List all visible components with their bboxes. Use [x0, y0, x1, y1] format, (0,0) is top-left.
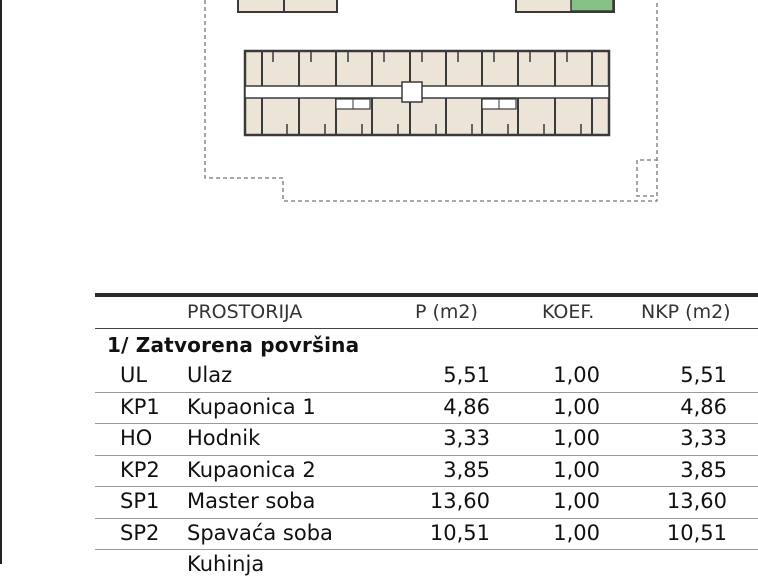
room-area: 5,51 — [443, 363, 490, 387]
table-top-rule — [95, 293, 758, 297]
header-coef: KOEF. — [542, 301, 595, 323]
table-row — [95, 426, 758, 456]
room-code: KP2 — [120, 457, 160, 482]
building-top-left — [238, 0, 337, 12]
room-code: UL — [120, 363, 148, 387]
floor-plan — [0, 0, 758, 215]
room-nkp: 4,86 — [680, 394, 727, 419]
room-nkp: 10,51 — [666, 520, 727, 545]
row-divider — [95, 423, 758, 424]
table-header — [95, 301, 758, 327]
building-top-right — [516, 0, 614, 12]
room-coef: 1,00 — [553, 457, 600, 482]
building-main — [245, 51, 609, 135]
room-coef: 1,00 — [553, 489, 600, 513]
room-coef: 1,00 — [553, 363, 600, 387]
room-coef: 1,00 — [553, 520, 600, 545]
section-title: 1/ Zatvorena površina — [107, 333, 360, 357]
table-row — [95, 521, 758, 551]
room-name: Kupaonica 1 — [187, 394, 316, 419]
row-divider — [95, 518, 758, 519]
room-code: SP2 — [120, 520, 160, 545]
table-row — [95, 552, 758, 582]
room-area: 13,60 — [429, 489, 490, 513]
room-nkp: 3,33 — [680, 426, 727, 450]
room-area: 4,86 — [443, 394, 490, 419]
row-divider — [95, 392, 758, 393]
room-nkp: 3,85 — [680, 457, 727, 482]
table-row — [95, 363, 758, 393]
room-name: Kuhinja — [187, 552, 265, 576]
room-name: Ulaz — [187, 363, 233, 387]
room-name: Master soba — [187, 489, 316, 513]
row-divider — [95, 455, 758, 456]
room-name: Kupaonica 2 — [187, 457, 316, 482]
header-nkp: NKP (m2) — [641, 301, 731, 323]
room-area: 10,51 — [429, 520, 490, 545]
header-room: PROSTORIJA — [187, 301, 303, 323]
room-area: 3,33 — [443, 426, 490, 450]
room-coef: 1,00 — [553, 394, 600, 419]
room-code: HO — [120, 426, 153, 450]
room-coef: 1,00 — [553, 426, 600, 450]
room-code: SP1 — [120, 489, 160, 513]
header-area: P (m2) — [415, 301, 478, 323]
room-code: KP1 — [120, 394, 160, 419]
room-name: Spavaća soba — [187, 520, 333, 545]
room-nkp: 13,60 — [666, 489, 727, 513]
table-row — [95, 489, 758, 519]
row-divider — [95, 549, 758, 550]
room-area: 3,85 — [443, 457, 490, 482]
row-divider — [95, 486, 758, 487]
table-row — [95, 458, 758, 488]
room-name: Hodnik — [187, 426, 261, 450]
room-nkp: 5,51 — [680, 363, 727, 387]
header-rule — [95, 328, 758, 329]
table-row — [95, 395, 758, 425]
